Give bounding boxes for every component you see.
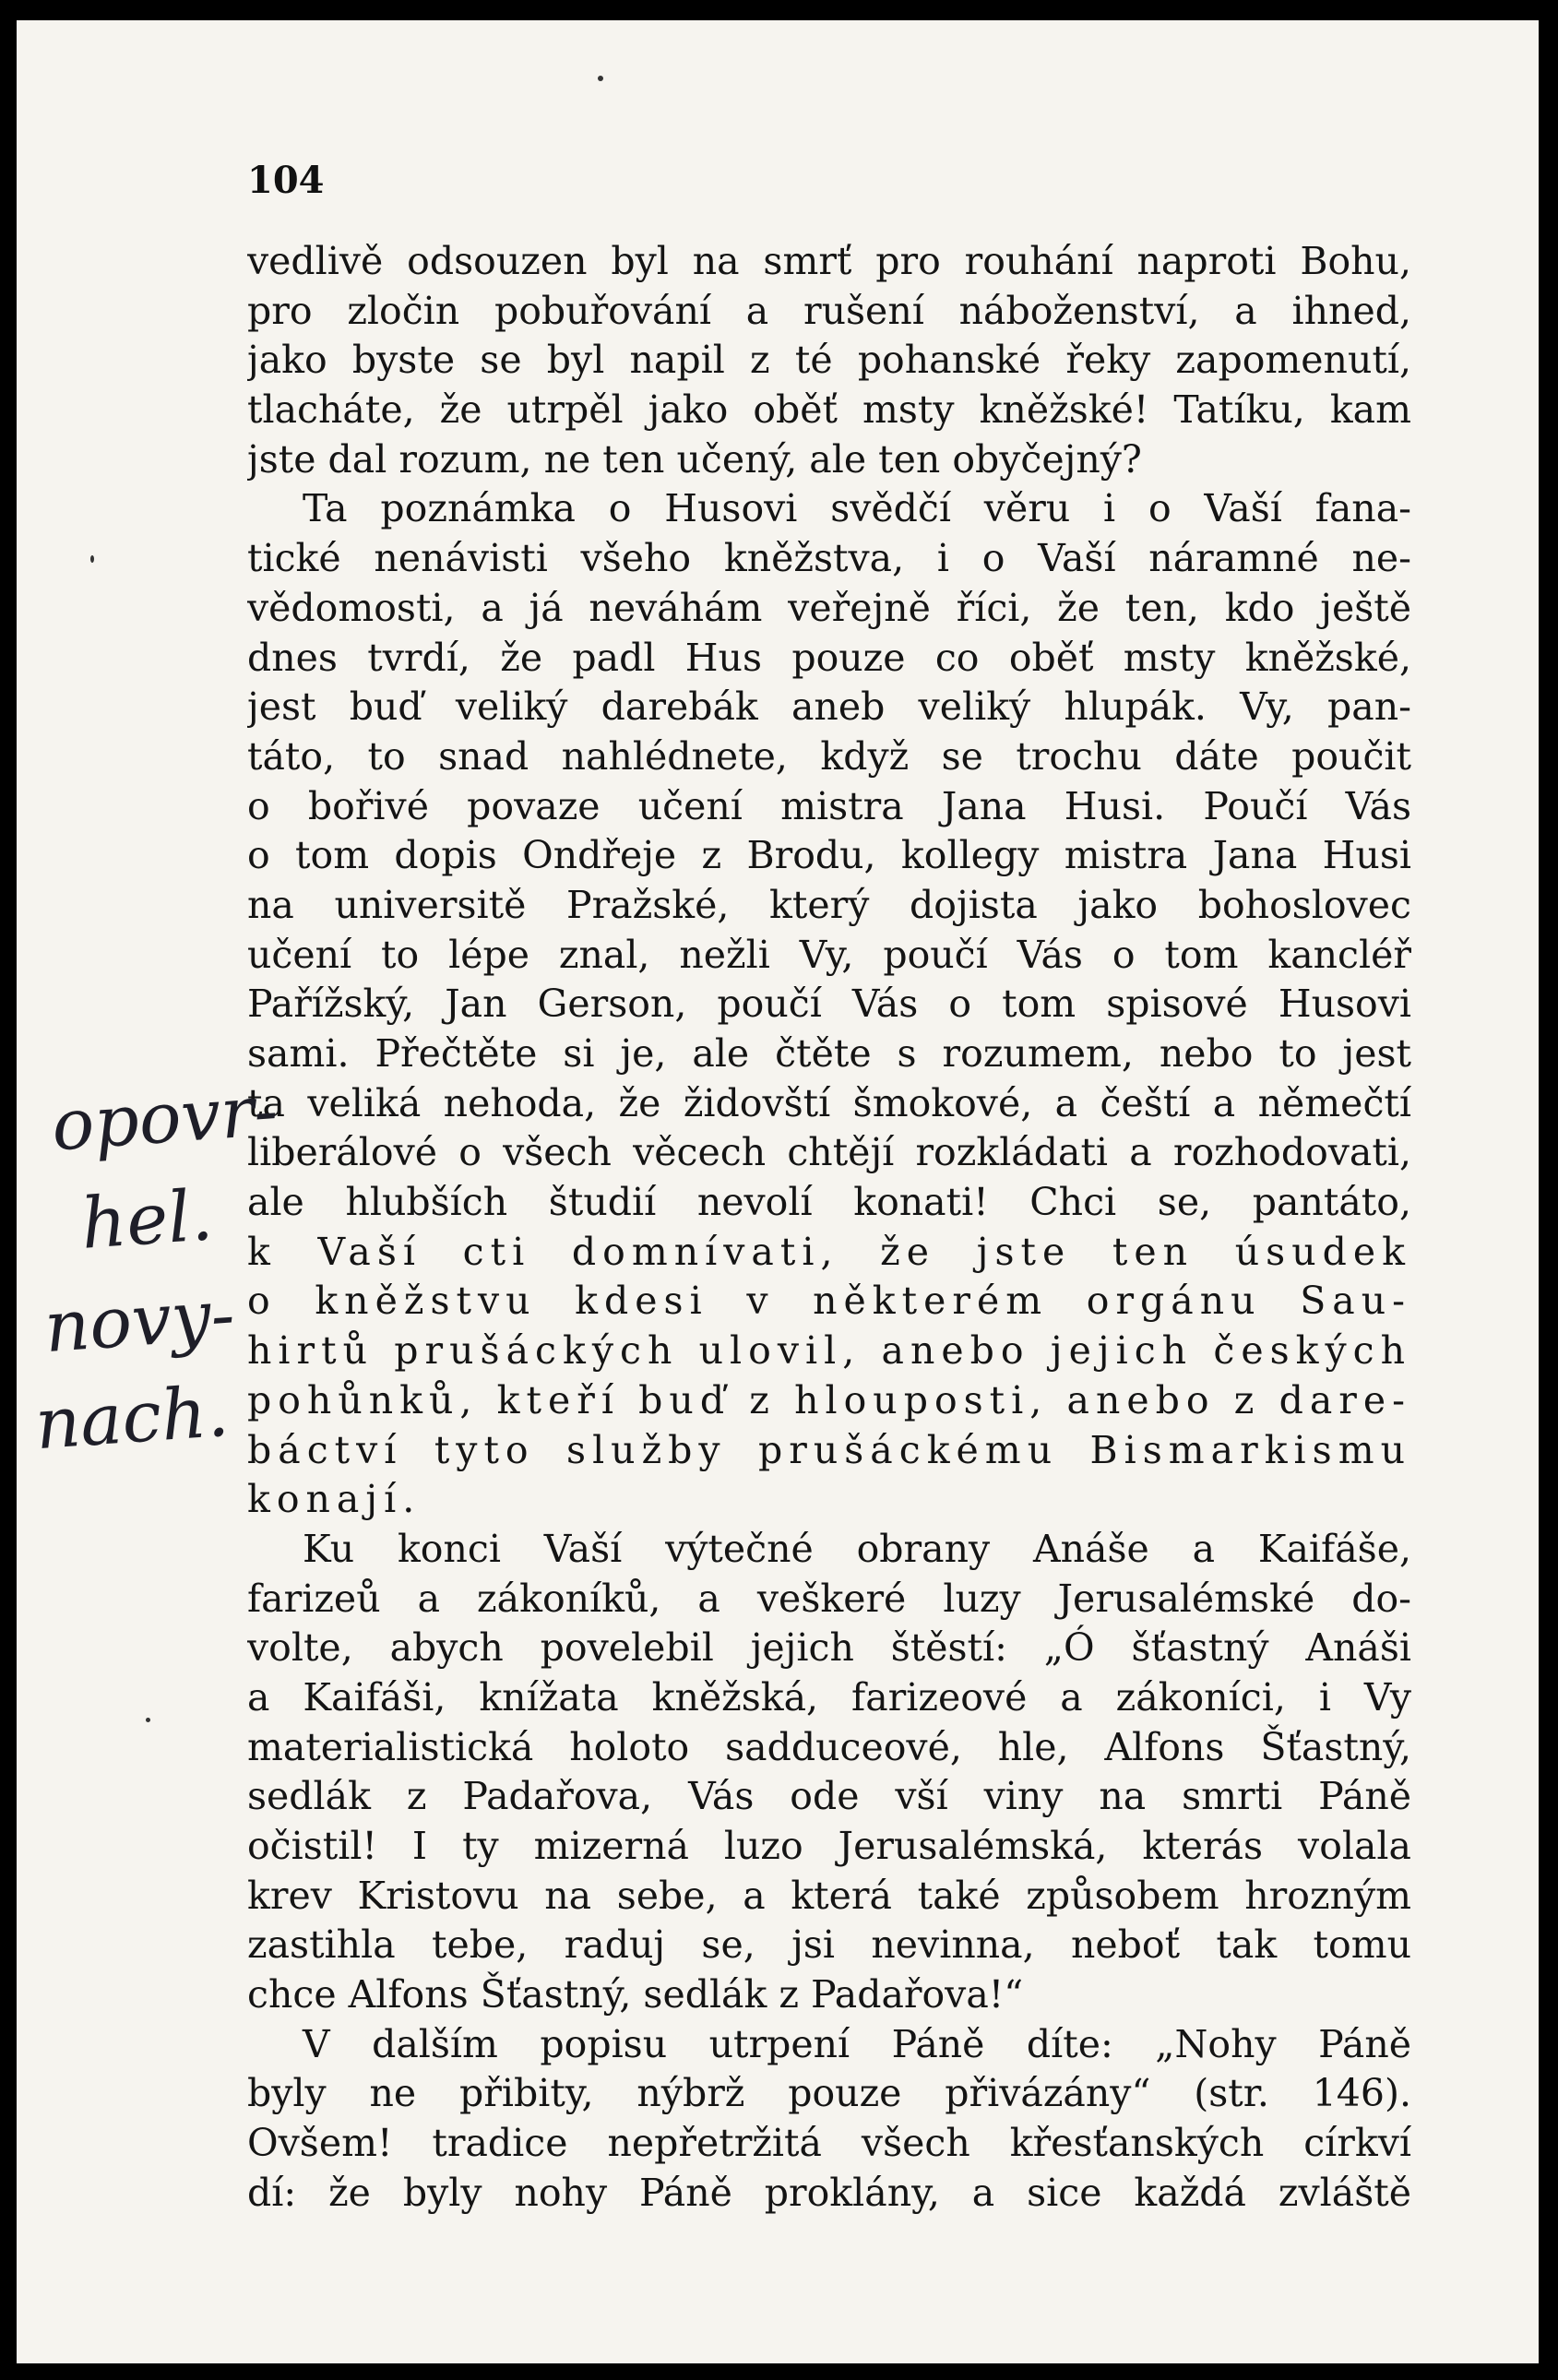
- text-line: konají.: [247, 1477, 422, 1522]
- text-line: liberálové o všech věcech chtějí rozkládati a rozhodovati,: [247, 1130, 1411, 1175]
- text-line: a Kaifáši, knížata kněžská, farizeové a zákoníci, i Vy: [247, 1674, 1411, 1720]
- text-line: farizeů a zákoníků, a veškeré luzy Jerusalémské do-: [247, 1576, 1411, 1621]
- text-line: na universitě Pražské, který dojista jako bohoslovec: [247, 882, 1411, 927]
- handwritten-margin-note: novy-: [42, 1272, 238, 1369]
- ink-speck: [146, 1718, 150, 1722]
- text-line: tlacháte, že utrpěl jako oběť msty kněžské! Tatíku, kam: [247, 387, 1411, 433]
- handwritten-margin-note: opovr-: [49, 1068, 280, 1167]
- text-line: jest buď veliký darebák aneb veliký hlupák. Vy, pan-: [247, 684, 1411, 730]
- text-line: ale hlubších študií nevolí konati! Chci se, pantáto,: [247, 1180, 1411, 1225]
- text-line: o bořivé povaze učení mistra Jana Husi. Poučí Vás: [247, 783, 1411, 828]
- ink-speck: [598, 76, 603, 81]
- text-line: Pařížský, Jan Gerson, poučí Vás o tom spisové Husovi: [247, 982, 1411, 1027]
- text-line: materialistická holoto sadduceové, hle, Alfons Šťastný,: [247, 1724, 1411, 1769]
- text-line: učení to lépe znal, nežli Vy, poučí Vás o tom kancléř: [247, 932, 1411, 977]
- text-line: vědomosti, a já neváhám veřejně říci, že ten, kdo ještě: [247, 585, 1411, 630]
- text-line: chce Alfons Šťastný, sedlák z Padařova!“: [247, 1972, 1024, 2017]
- page-number: 104: [247, 159, 325, 202]
- text-line: Ta poznámka o Husovi svědčí věru i o Vaší fana-: [303, 486, 1411, 531]
- text-line: jste dal rozum, ne ten učený, ale ten obyčejný?: [247, 436, 1142, 482]
- text-line: Ovšem! tradice nepřetržitá všech křesťanských církví: [247, 2121, 1411, 2166]
- text-line: očistil! I ty mizerná luzo Jerusalémská, kterás volala: [247, 1824, 1411, 1868]
- handwritten-margin-note: hel.: [78, 1173, 216, 1265]
- handwritten-margin-note: nach.: [32, 1369, 232, 1466]
- book-page: [17, 20, 1539, 2363]
- text-line: pro zločin pobuřování a rušení náboženství, a ihned,: [247, 288, 1411, 333]
- text-line: dí: že byly nohy Páně proklány, a sice každá zvláště: [247, 2170, 1411, 2215]
- text-line: dnes tvrdí, že padl Hus pouze co oběť msty kněžské,: [247, 635, 1411, 680]
- text-line: o kněžstvu kdesi v některém orgánu Sau-: [247, 1279, 1411, 1324]
- text-line: V dalším popisu utrpení Páně díte: „Nohy Páně: [303, 2021, 1411, 2066]
- text-line: hirtů prušáckých ulovil, anebo jejich českých: [247, 1328, 1411, 1374]
- text-line: sedlák z Padařova, Vás ode vší viny na smrti Páně: [247, 1774, 1411, 1819]
- text-line: sami. Přečtěte si je, ale čtěte s rozumem, nebo to jest: [247, 1031, 1411, 1076]
- text-line: byly ne přibity, nýbrž pouze přivázány“ (str. 146).: [247, 2071, 1411, 2116]
- text-line: ta veliká nehoda, že židovští šmokové, a čeští a němečtí: [247, 1080, 1411, 1125]
- text-line: báctví tyto služby prušáckému Bismarkismu: [247, 1427, 1411, 1472]
- text-line: Ku konci Vaší výtečné obrany Anáše a Kaifáše,: [303, 1526, 1411, 1571]
- ink-speck: [90, 555, 94, 563]
- text-line: pohůnků, kteří buď z hlouposti, anebo z dare-: [247, 1377, 1411, 1422]
- text-line: volte, abych povelebil jejich štěstí: „Ó šťastný Anáši: [247, 1625, 1411, 1671]
- text-line: o tom dopis Ondřeje z Brodu, kollegy mistra Jana Husi: [247, 833, 1411, 878]
- text-line: táto, to snad nahlédnete, když se trochu dáte poučit: [247, 733, 1411, 779]
- text-line: jako byste se byl napil z té pohanské řeky zapomenutí,: [247, 338, 1411, 383]
- text-line: krev Kristovu na sebe, a která také způsobem hrozným: [247, 1873, 1411, 1918]
- text-line: vedlivě odsouzen byl na smrť pro rouhání naproti Bohu,: [247, 239, 1411, 283]
- body-text: [247, 237, 1411, 2219]
- text-line: zastihla tebe, raduj se, jsi nevinna, neboť tak tomu: [247, 1922, 1411, 1968]
- text-line: k Vaší cti domnívati, že jste ten úsudek: [247, 1229, 1411, 1274]
- text-line: tické nenávisti všeho kněžstva, i o Vaší náramné ne-: [247, 536, 1411, 581]
